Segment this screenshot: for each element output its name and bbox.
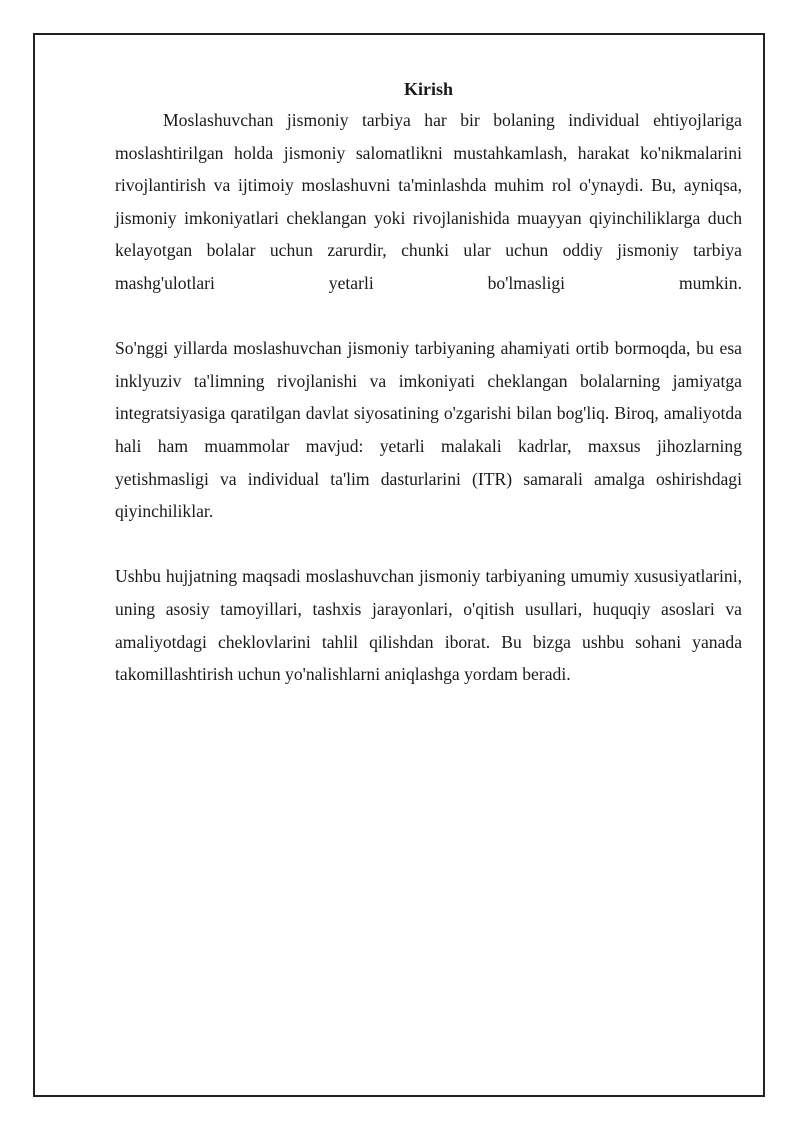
- paragraph-spacer: [115, 300, 742, 333]
- paragraph-1: Moslashuvchan jismoniy tarbiya har bir bolaning individual ehtiyojlariga moslashtirilgan holda jismoniy salomatlikni mustahkamlash, harakat ko'nikmalarini rivojlantirish va ijtimoiy moslashuvni ta'minlashda muhim rol o'ynaydi. Bu, ayniqsa, jismoniy imkoniyatlari cheklangan yoki rivojlanishida muayyan qiyinchiliklarga duch kelayotgan bolalar uchun zarurdir, chunki ular uchun oddiy jismoniy tarbiya mashg'ulotlari yetarli bo'lmasligi mumkin.: [115, 110, 742, 293]
- paragraph-2: So'nggi yillarda moslashuvchan jismoniy tarbiyaning ahamiyati ortib bormoqda, bu esa inklyuziv ta'limning rivojlanishi va imkoniyati cheklangan bolalarning jamiyatga integratsiyasiga qaratilgan davlat siyosatining o'zgarishi bilan bog'liq. Biroq, amaliyotda hali ham muammolar mavjud: yetarli malakali kadrlar, maxsus jihozlarning yetishmasligi va individual ta'lim dasturlarini (ITR) samarali amalga oshirishdagi qiyinchiliklar.: [115, 338, 742, 522]
- paragraph-spacer: [115, 528, 742, 561]
- section-title: Kirish: [403, 79, 453, 99]
- document-body: [115, 74, 742, 691]
- paragraph-3: Ushbu hujjatning maqsadi moslashuvchan jismoniy tarbiyaning umumiy xususiyatlarini, uning asosiy tamoyillari, tashxis jarayonlari, o'qitish usullari, huquqiy asoslari va amaliyotdagi cheklovlarini tahlil qilishdan iborat. Bu bizga ushbu sohani yanada takomillashtirish uchun yo'nalishlarni aniqlashga yordam beradi.: [115, 566, 742, 685]
